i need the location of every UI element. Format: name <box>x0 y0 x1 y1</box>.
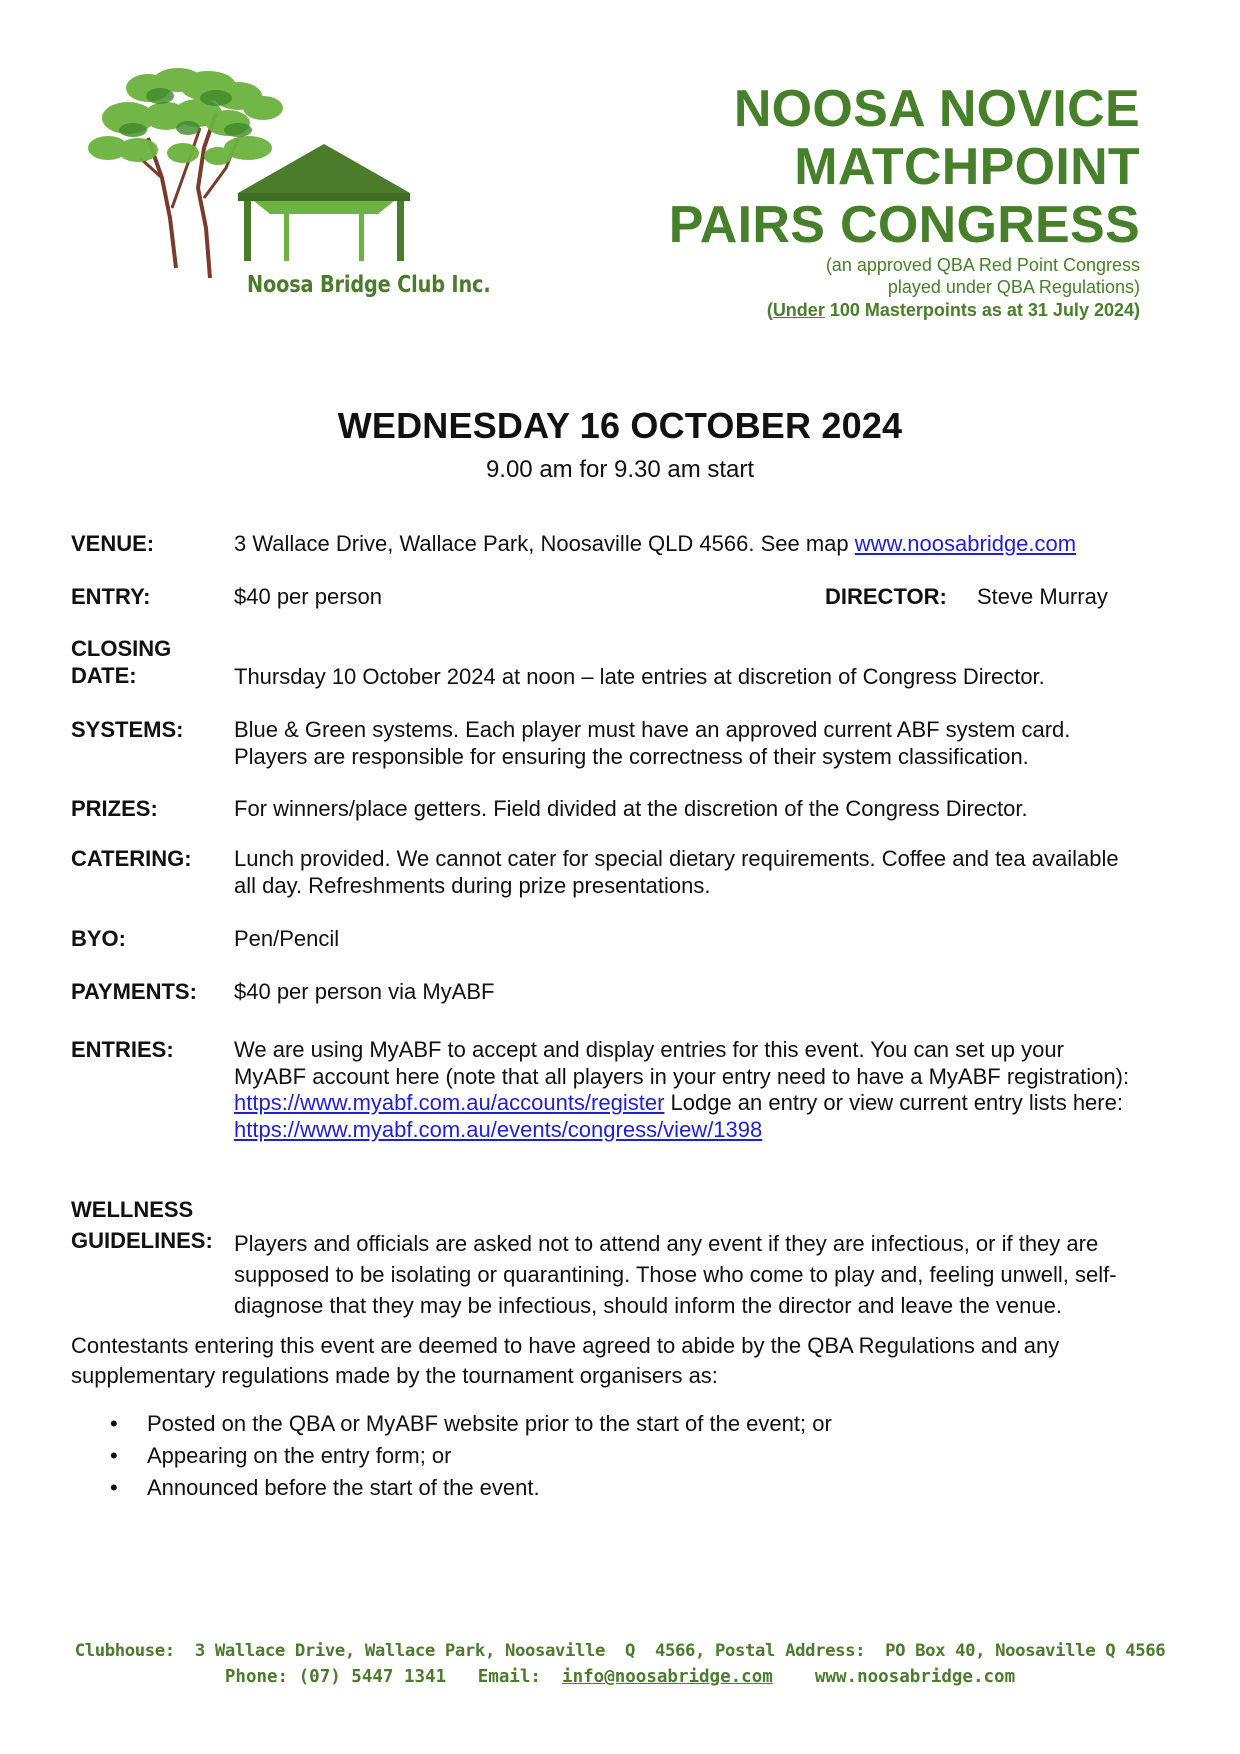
prizes-label: PRIZES: <box>71 796 158 821</box>
eligibility-rest: 100 Masterpoints as at 31 July 2024) <box>824 300 1140 320</box>
list-item <box>100 1408 832 1440</box>
catering-value <box>234 846 1234 899</box>
director-label: DIRECTOR: <box>825 584 947 609</box>
systems-value <box>234 717 1184 770</box>
closing-label-line-1: CLOSING <box>71 636 172 661</box>
entry-value: $40 per person <box>234 584 382 609</box>
catering-line-1: Lunch provided. We cannot cater for special dietary requirements. Coffee and tea available <box>234 846 1119 871</box>
catering-label: CATERING: <box>71 846 192 871</box>
event-date: WEDNESDAY 16 OCTOBER 2024 <box>337 405 903 446</box>
bullet-text: Announced before the start of the event. <box>147 1475 540 1500</box>
venue-map-link[interactable]: www.noosabridge.com <box>854 531 1077 556</box>
eligibility-open: ( <box>766 300 773 320</box>
closing-value: Thursday 10 October 2024 at noon – late entries at discretion of Congress Director. <box>234 664 1045 689</box>
regulations-line-1: Contestants entering this event are deemed to have agreed to abide by the QBA Regulations and any <box>71 1333 1060 1358</box>
regulations-bullet-list <box>100 1408 832 1504</box>
footer-email-label: Email: <box>477 1667 541 1687</box>
list-item <box>100 1472 832 1504</box>
bullet-icon: • <box>110 1475 118 1500</box>
catering-line-2: all day. Refreshments during prize presentations. <box>234 872 711 898</box>
venue-text: 3 Wallace Drive, Wallace Park, Noosaville QLD 4566. See map <box>234 531 855 556</box>
byo-value: Pen/Pencil <box>234 926 340 951</box>
eligibility-line <box>500 298 1140 322</box>
club-name: Noosa Bridge Club Inc. <box>247 272 491 298</box>
event-time: 9.00 am for 9.30 am start <box>485 456 755 483</box>
title-line-1: NOOSA NOVICE <box>733 80 1140 138</box>
wellness-line-1: Players and officials are asked not to attend any event if they are infectious, or if they are <box>234 1231 1099 1256</box>
systems-line-2: Players are responsible for ensuring the correctness of their system classification. <box>234 743 1029 769</box>
entries-line-4 <box>234 1117 1234 1144</box>
regulations-line-2: supplementary regulations made by the tournament organisers as: <box>71 1363 718 1388</box>
venue-value <box>234 531 1184 558</box>
payments-value: $40 per person via MyABF <box>234 979 495 1004</box>
venue-label: VENUE: <box>71 531 155 556</box>
entries-label: ENTRIES: <box>71 1037 174 1062</box>
bullet-icon: • <box>110 1411 118 1436</box>
register-link[interactable]: https://www.myabf.com.au/accounts/register <box>234 1090 665 1115</box>
wellness-label-line-2: GUIDELINES: <box>71 1228 213 1253</box>
footer-phone: Phone: (07) 5447 1341 <box>224 1667 447 1687</box>
eligibility-under: Under <box>772 300 825 320</box>
entries-line-1: We are using MyABF to accept and display entries for this event. You can set up your <box>234 1037 1064 1062</box>
footer-contact <box>0 1667 1240 1687</box>
entries-value <box>234 1037 1234 1143</box>
regulations-paragraph <box>71 1331 1151 1391</box>
director-name: Steve Murray <box>977 584 1108 609</box>
entries-line-3 <box>234 1090 1234 1117</box>
congress-entry-link[interactable]: https://www.myabf.com.au/events/congress/view/1398 <box>234 1116 763 1142</box>
systems-label: SYSTEMS: <box>71 717 184 742</box>
prizes-value: For winners/place getters. Field divided at the discretion of the Congress Director. <box>234 796 1028 821</box>
footer-email-link[interactable]: info@noosabridge.com <box>562 1667 773 1687</box>
payments-label: PAYMENTS: <box>71 979 197 1004</box>
wellness-value <box>234 1228 1174 1321</box>
bullet-text: Posted on the QBA or MyABF website prior to the start of the event; or <box>147 1411 832 1436</box>
footer-website[interactable]: www.noosabridge.com <box>814 1667 1016 1687</box>
wellness-label-line-1: WELLNESS <box>71 1197 194 1222</box>
entries-line-3-rest: Lodge an entry or view current entry lists here: <box>664 1090 1123 1115</box>
approval-line-2: played under QBA Regulations) <box>887 277 1140 297</box>
bullet-icon: • <box>110 1443 118 1468</box>
footer-address: Clubhouse: 3 Wallace Drive, Wallace Park, Noosaville Q 4566, Postal Address: PO Box 40, Noosaville Q 4566 <box>74 1641 1166 1661</box>
entries-line-2: MyABF account here (note that all players in your entry need to have a MyABF registration): <box>234 1063 1130 1089</box>
wellness-line-2: supposed to be isolating or quarantining. Those who come to play and, feeling unwell, self- <box>234 1262 1117 1287</box>
congress-title-block <box>500 80 1140 322</box>
title-line-2: MATCHPOINT <box>794 138 1140 196</box>
bullet-text: Appearing on the entry form; or <box>147 1443 452 1468</box>
title-line-3: PAIRS CONGRESS <box>668 196 1140 254</box>
wellness-line-3: diagnose that they may be infectious, should inform the director and leave the venue. <box>234 1293 1062 1318</box>
byo-label: BYO: <box>71 926 126 951</box>
closing-label-line-2: DATE: <box>71 663 137 688</box>
list-item <box>100 1440 832 1472</box>
approval-line-1: (an approved QBA Red Point Congress <box>825 255 1140 275</box>
entry-label: ENTRY: <box>71 584 151 609</box>
systems-line-1: Blue & Green systems. Each player must have an approved current ABF system card. <box>234 717 1071 742</box>
